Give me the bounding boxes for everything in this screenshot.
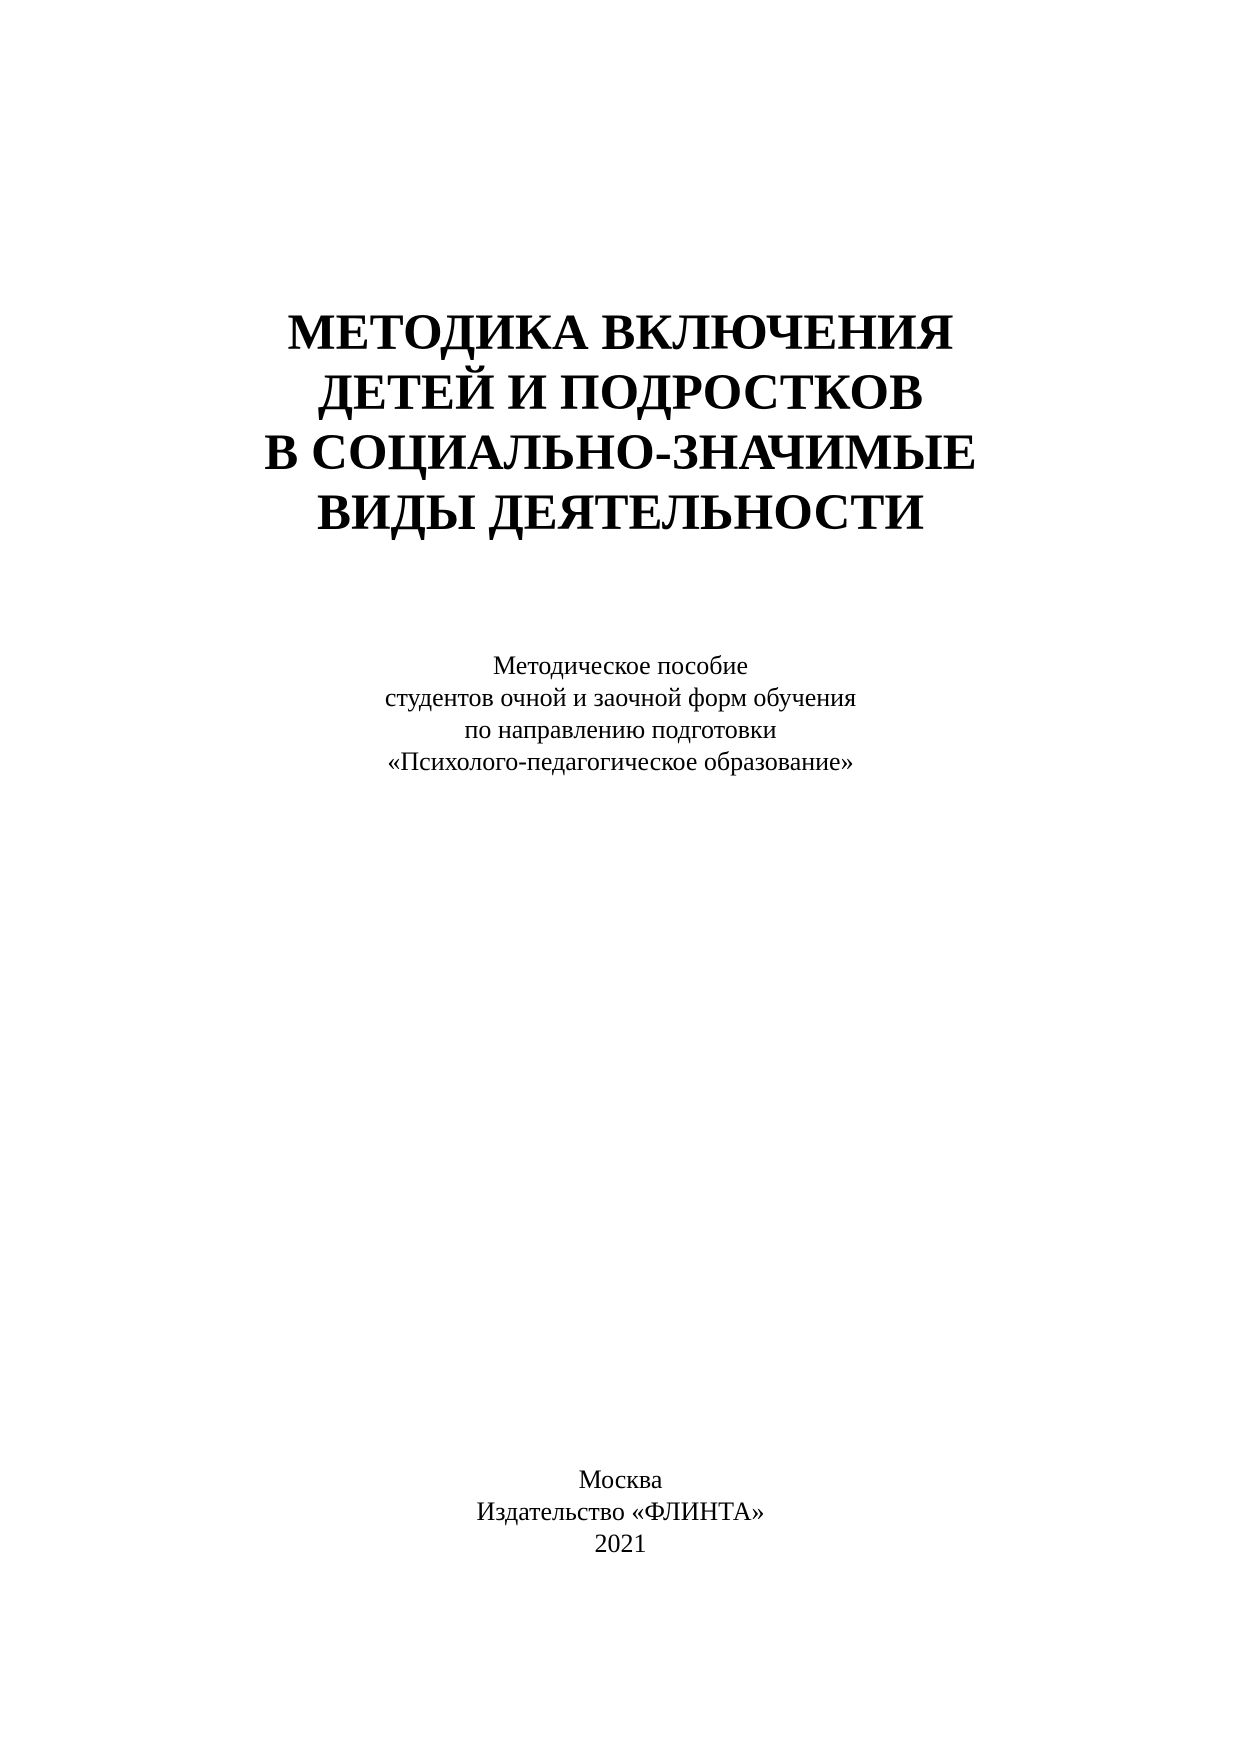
subtitle-line: студентов очной и заочной форм обучения: [384, 683, 857, 712]
subtitle-line: Методическое пособие: [493, 651, 748, 680]
book-title-line: ВИДЫ ДЕЯТЕЛЬНОСТИ: [316, 485, 925, 541]
book-title-line: МЕТОДИКА ВКЛЮЧЕНИЯ: [287, 305, 954, 361]
imprint-city: Москва: [578, 1465, 663, 1494]
imprint-publisher: Издательство «ФЛИНТА»: [476, 1497, 765, 1526]
book-title: [0, 303, 1241, 543]
imprint-year: 2021: [594, 1529, 647, 1558]
imprint: [0, 1464, 1241, 1560]
book-title-line: ДЕТЕЙ И ПОДРОСТКОВ: [317, 365, 924, 421]
subtitle-line: по направлению подготовки: [464, 715, 777, 744]
subtitle-line: «Психолого-педагогическое образование»: [387, 747, 854, 776]
book-subtitle: [0, 650, 1241, 778]
book-title-line: В СОЦИАЛЬНО-ЗНАЧИМЫЕ: [264, 425, 977, 481]
